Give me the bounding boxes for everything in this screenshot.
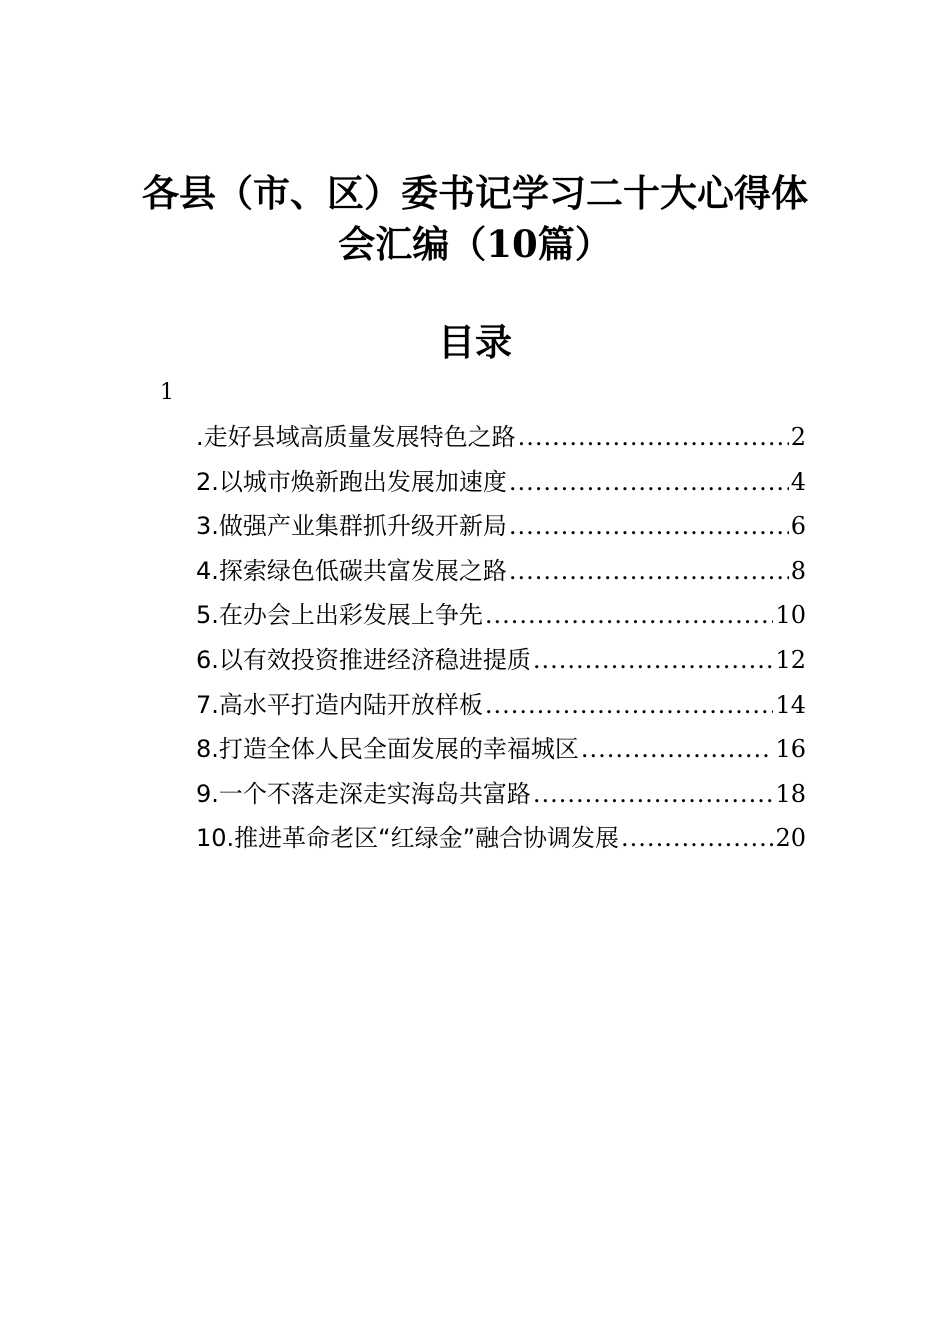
toc-entry-page: 8: [790, 556, 806, 585]
toc-entry-page: 14: [775, 690, 806, 719]
toc-entry-label: 10.推进革命老区“红绿金”融合协调发展: [196, 824, 620, 853]
toc-entry-label: 9.一个不落走深走实海岛共富路: [196, 779, 531, 808]
toc-dot-leader: [621, 821, 773, 855]
toc-stray-number: 1: [160, 380, 174, 405]
toc-entry-page: 4: [790, 467, 806, 496]
document-title-line-2: 会汇编（10篇）: [338, 222, 612, 266]
toc-entry-page: 2: [790, 423, 806, 451]
toc-entry-label: 7.高水平打造内陆开放样板: [196, 690, 483, 719]
toc-entry-label: 8.打造全体人民全面发展的幸福城区: [196, 735, 579, 764]
toc-entry-page: 20: [775, 824, 806, 853]
toc-heading: 目录: [438, 320, 512, 364]
toc-entry-label: .走好县域高质量发展特色之路: [196, 423, 516, 451]
toc-dot-leader: [509, 465, 789, 499]
toc-entry-6[interactable]: [196, 643, 806, 688]
toc-dot-leader: [485, 598, 774, 632]
toc-dot-leader: [485, 688, 774, 722]
toc-dot-leader: [518, 420, 789, 454]
toc-dot-leader: [509, 509, 789, 543]
toc-entry-page: 16: [775, 735, 806, 764]
toc-entry-8[interactable]: [196, 732, 806, 777]
toc-entry-10[interactable]: [196, 821, 806, 866]
toc-entry-page: 6: [790, 512, 806, 541]
toc-dot-leader: [533, 643, 774, 677]
toc-entry-7[interactable]: [196, 688, 806, 733]
toc-entry-3[interactable]: [196, 509, 806, 554]
toc-entry-4[interactable]: [196, 554, 806, 599]
toc-entry-page: 18: [775, 779, 806, 808]
toc-entry-label: 2.以城市焕新跑出发展加速度: [196, 467, 507, 496]
toc-entry-5[interactable]: [196, 598, 806, 643]
toc-dot-leader: [581, 732, 774, 766]
toc-entry-9[interactable]: [196, 777, 806, 822]
toc-dot-leader: [509, 554, 789, 588]
table-of-contents: [196, 420, 806, 866]
toc-entry-page: 12: [775, 645, 806, 674]
toc-entry-label: 4.探索绿色低碳共富发展之路: [196, 556, 507, 585]
toc-entry-label: 3.做强产业集群抓升级开新局: [196, 512, 507, 541]
document-title-line-1: 各县（市、区）委书记学习二十大心得体: [142, 171, 808, 215]
toc-entry-label: 5.在办会上出彩发展上争先: [196, 601, 483, 630]
toc-dot-leader: [533, 777, 774, 811]
toc-entry-page: 10: [775, 601, 806, 630]
toc-entry-label: 6.以有效投资推进经济稳进提质: [196, 645, 531, 674]
toc-entry-1[interactable]: [196, 420, 806, 465]
toc-entry-2[interactable]: [196, 465, 806, 510]
